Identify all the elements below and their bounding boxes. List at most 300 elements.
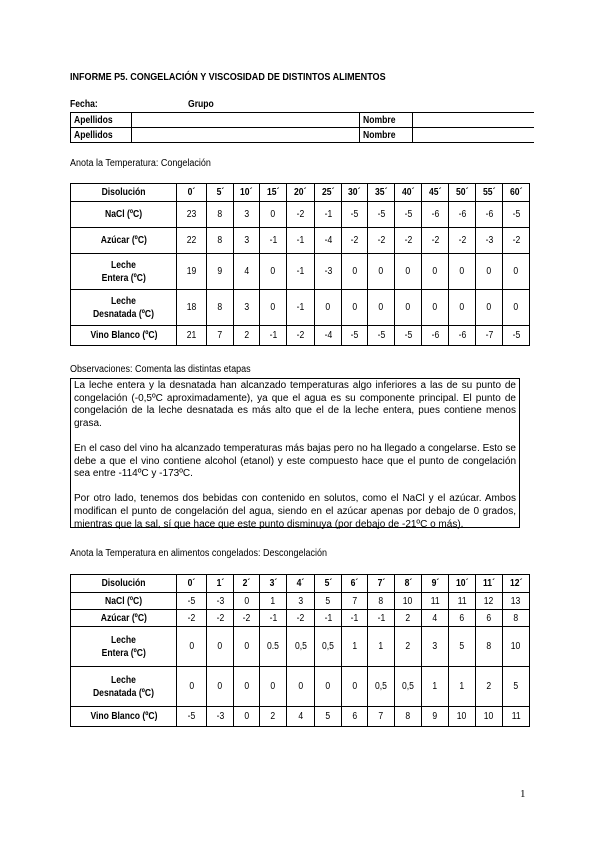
cell-value: -1 <box>296 302 305 313</box>
table-cell <box>367 202 394 228</box>
cell-value: -5 <box>377 209 385 220</box>
cell-value: -6 <box>431 330 439 341</box>
header-label: 1´ <box>216 578 224 589</box>
cell-value: -2 <box>350 235 359 246</box>
cell-value: -2 <box>187 612 196 624</box>
cell-value: -1 <box>324 612 332 624</box>
table-cell <box>207 326 234 346</box>
cell-value: -2 <box>458 235 466 246</box>
cell-value: -2 <box>377 235 385 246</box>
table-cell <box>315 610 342 627</box>
cell-value: 13 <box>511 595 521 607</box>
table-cell <box>259 326 286 346</box>
header-label: 0´ <box>187 187 196 198</box>
cell-value: 7 <box>217 330 223 341</box>
row-label-text: NaCl (ºC) <box>104 209 142 220</box>
table-cell <box>475 202 502 228</box>
table-cell <box>367 627 394 667</box>
cell-value: 0 <box>244 641 249 652</box>
row-label <box>71 290 177 326</box>
table-cell <box>259 202 286 228</box>
cell-value: 5 <box>325 711 331 722</box>
header-label: Disolución <box>101 187 146 198</box>
header-label: 5´ <box>324 578 332 589</box>
cell-value: 0 <box>513 266 519 277</box>
table-cell <box>259 627 286 667</box>
table-cell <box>502 202 529 228</box>
header-disolucion <box>71 575 177 593</box>
row-label <box>71 202 177 228</box>
row-label-text: Desnatada (ºC) <box>92 308 154 320</box>
table-cell <box>475 610 502 627</box>
id-row <box>71 113 535 128</box>
table-row <box>71 610 530 627</box>
cell-value: 3 <box>432 641 438 652</box>
cell-value: 2 <box>270 711 276 722</box>
cell-value: 0 <box>432 266 438 277</box>
table-cell <box>207 228 234 254</box>
header-disolucion <box>71 184 177 202</box>
table-cell <box>207 254 234 290</box>
cell-value: -5 <box>512 209 520 220</box>
table-cell <box>394 254 421 290</box>
observacion-paragraph: La leche entera y la desnatada han alcanzado temperaturas algo inferiores a las de su punto de congelación (-0,5ºC aproximadamente), ya que el agua es su componente principal. El punto de congelación de la leche desnatada es más alto que el de la leche entera, pues contiene menos grasa. <box>74 380 516 429</box>
header-label: 10´ <box>240 187 253 198</box>
table-cell <box>342 254 368 290</box>
table-cell <box>475 228 502 254</box>
cell-value: -1 <box>296 266 305 277</box>
table-cell <box>448 290 475 326</box>
table-row <box>71 593 530 610</box>
table-cell <box>176 667 206 707</box>
cell-value: 0 <box>378 266 384 277</box>
row-label-text: Leche <box>111 259 136 271</box>
cell-value: 0,5 <box>401 681 414 692</box>
table-cell <box>502 254 529 290</box>
table-cell <box>367 228 394 254</box>
table-cell <box>394 627 421 667</box>
header-label: 60´ <box>509 187 523 198</box>
cell-value: 0 <box>459 266 465 277</box>
cell-value: -1 <box>296 235 305 246</box>
cell-value: 8 <box>217 209 223 220</box>
cell-value: -1 <box>377 612 385 624</box>
table-cell <box>342 290 368 326</box>
cell-value: 12 <box>484 595 494 607</box>
table-cell <box>448 610 475 627</box>
cell-value: 0 <box>270 681 276 692</box>
cell-value: -6 <box>431 209 439 220</box>
observacion-paragraph: En el caso del vino ha alcanzado temperaturas más bajas pero no ha llegado a congelarse. Esto se debe a que el vino contiene alcohol (etanol) y este compuesto hace que el punto de congelación sea entre -114ºC y -173ºC. <box>74 442 516 480</box>
header-label: 11´ <box>482 578 495 589</box>
cell-value: 2 <box>486 681 492 692</box>
cell-value: 11 <box>511 711 521 722</box>
cell-value: 11 <box>430 595 440 607</box>
table-cell <box>394 593 421 610</box>
row-label <box>71 593 177 610</box>
header-time <box>286 575 314 593</box>
cell-value: -5 <box>187 711 196 722</box>
table-cell <box>475 254 502 290</box>
nombre-label: Nombre <box>363 129 396 141</box>
table-cell <box>259 290 286 326</box>
row-label <box>71 610 177 627</box>
row-label-text: Entera (ºC) <box>101 272 146 284</box>
cell-value: -1 <box>269 330 277 341</box>
table-cell <box>234 593 260 610</box>
cell-value: 0 <box>352 302 357 313</box>
table-cell <box>421 667 448 707</box>
cell-value: 6 <box>352 711 357 722</box>
header-label: 3´ <box>269 578 277 589</box>
cell-value: -6 <box>458 209 466 220</box>
cell-value: 7 <box>352 595 357 607</box>
table-cell <box>502 326 529 346</box>
row-label-text: Leche <box>111 674 136 686</box>
cell-value: 1 <box>378 641 384 652</box>
table-cell <box>315 228 342 254</box>
cell-value: 4 <box>244 266 249 277</box>
header-time <box>259 575 286 593</box>
table-cell <box>259 254 286 290</box>
row-label-text: Vino Blanco (ºC) <box>89 711 157 722</box>
header-time <box>394 575 421 593</box>
header-label: 8´ <box>404 578 412 589</box>
cell-value: 0 <box>405 302 411 313</box>
table-cell <box>286 290 314 326</box>
cell-value: 0 <box>513 302 519 313</box>
id-row <box>71 128 535 143</box>
cell-value: -3 <box>216 595 224 607</box>
table-cell <box>448 667 475 707</box>
table-cell <box>342 326 368 346</box>
descongelacion-heading: Anota la Temperatura en alimentos congelados: Descongelación <box>70 548 328 559</box>
table-cell <box>502 667 529 707</box>
cell-value: -2 <box>296 330 305 341</box>
grupo-label: Grupo <box>188 99 214 110</box>
header-time <box>176 575 206 593</box>
table-cell <box>475 627 502 667</box>
cell-value: 3 <box>298 595 303 607</box>
cell-value: 8 <box>217 235 223 246</box>
header-label: 50´ <box>455 187 469 198</box>
table-cell <box>207 202 234 228</box>
table-cell <box>367 667 394 707</box>
cell-value: 10 <box>457 711 467 722</box>
table-cell <box>315 326 342 346</box>
cell-value: 5 <box>513 681 519 692</box>
table-cell <box>342 202 368 228</box>
table-row <box>71 290 530 326</box>
cell-value: 2 <box>405 612 411 624</box>
page-number: 1 <box>520 788 526 800</box>
cell-value: 8 <box>405 711 411 722</box>
row-label-text: NaCl (ºC) <box>104 595 142 607</box>
table-cell <box>394 610 421 627</box>
cell-value: 6 <box>486 612 492 624</box>
header-time <box>421 575 448 593</box>
nombre-label: Nombre <box>363 114 396 126</box>
cell-value: 8 <box>486 641 492 652</box>
cell-value: -6 <box>458 330 466 341</box>
table-cell <box>259 593 286 610</box>
header-time <box>502 575 529 593</box>
cell-value: 3 <box>244 209 249 220</box>
cell-value: 10 <box>511 641 521 652</box>
cell-value: 8 <box>217 302 223 313</box>
table-cell <box>234 326 260 346</box>
cell-value: 21 <box>186 330 197 341</box>
header-time <box>367 575 394 593</box>
table-row <box>71 707 530 727</box>
row-label <box>71 667 177 707</box>
cell-value: 0 <box>405 266 411 277</box>
cell-value: 1 <box>270 595 276 607</box>
table-cell <box>176 228 206 254</box>
congelacion-heading: Anota la Temperatura: Congelación <box>70 158 211 169</box>
table-cell <box>342 627 368 667</box>
cell-value: 0 <box>244 711 249 722</box>
table-row <box>71 326 530 346</box>
header-time <box>475 184 502 202</box>
header-time <box>286 184 314 202</box>
header-label: 10´ <box>455 578 469 589</box>
cell-value: -5 <box>350 209 359 220</box>
table-cell <box>475 707 502 727</box>
header-label: 5´ <box>216 187 224 198</box>
apellidos-label: Apellidos <box>74 129 113 141</box>
header-label: 20´ <box>294 187 307 198</box>
cell-value: 0 <box>217 641 223 652</box>
cell-value: 0 <box>352 266 357 277</box>
table-cell <box>286 228 314 254</box>
descongelacion-table <box>70 574 530 727</box>
cell-value: 7 <box>378 711 384 722</box>
table-cell <box>421 228 448 254</box>
cell-value: -1 <box>269 235 277 246</box>
header-time <box>207 184 234 202</box>
table-cell <box>448 707 475 727</box>
cell-value: -7 <box>485 330 493 341</box>
header-label: 12´ <box>509 578 523 589</box>
row-label <box>71 326 177 346</box>
cell-value: 0 <box>270 266 276 277</box>
table-cell <box>286 610 314 627</box>
cell-value: -2 <box>404 235 412 246</box>
table-row <box>71 228 530 254</box>
header-time <box>448 575 475 593</box>
table-cell <box>315 254 342 290</box>
cell-value: 4 <box>432 612 438 624</box>
cell-value: 0 <box>244 595 249 607</box>
table-cell <box>342 610 368 627</box>
apellidos-field <box>132 113 360 128</box>
table-row <box>71 667 530 707</box>
cell-value: 0,5 <box>294 641 307 652</box>
row-label-text: Leche <box>111 634 136 646</box>
cell-value: 1 <box>352 641 357 652</box>
table-cell <box>176 290 206 326</box>
cell-value: 1 <box>459 681 465 692</box>
header-label: 9´ <box>431 578 439 589</box>
row-label-text: Entera (ºC) <box>101 647 146 659</box>
row-label-text: Leche <box>111 295 136 307</box>
header-label: 30´ <box>348 187 361 198</box>
cell-value: 0 <box>378 302 384 313</box>
table-cell <box>207 593 234 610</box>
table-cell <box>342 228 368 254</box>
student-id-table <box>70 112 534 143</box>
table-header-row <box>71 575 530 593</box>
table-cell <box>234 290 260 326</box>
table-cell <box>259 228 286 254</box>
header-label: 4´ <box>296 578 305 589</box>
cell-value: 0 <box>189 641 194 652</box>
row-label <box>71 254 177 290</box>
row-label <box>71 707 177 727</box>
table-cell <box>234 228 260 254</box>
table-cell <box>421 326 448 346</box>
table-cell <box>207 290 234 326</box>
table-cell <box>394 228 421 254</box>
table-cell <box>176 202 206 228</box>
table-cell <box>448 593 475 610</box>
cell-value: 0 <box>352 681 357 692</box>
cell-value: 0 <box>486 302 492 313</box>
table-cell <box>367 290 394 326</box>
cell-value: -2 <box>296 209 305 220</box>
table-cell <box>502 610 529 627</box>
header-time <box>367 184 394 202</box>
cell-value: 8 <box>378 595 384 607</box>
table-cell <box>394 707 421 727</box>
apellidos-label: Apellidos <box>74 114 113 126</box>
table-cell <box>234 667 260 707</box>
cell-value: 9 <box>217 266 223 277</box>
header-label: 7´ <box>377 578 385 589</box>
cell-value: -5 <box>377 330 385 341</box>
table-cell <box>475 593 502 610</box>
table-cell <box>176 627 206 667</box>
cell-value: -2 <box>242 612 251 624</box>
row-label <box>71 627 177 667</box>
cell-value: 3 <box>244 302 249 313</box>
cell-value: -5 <box>187 595 196 607</box>
nombre-field <box>413 128 535 143</box>
table-cell <box>342 667 368 707</box>
cell-value: 0 <box>270 209 276 220</box>
cell-value: 0 <box>270 302 276 313</box>
fecha-label: Fecha: <box>70 99 98 110</box>
cell-value: 0,5 <box>322 641 334 652</box>
table-cell <box>176 610 206 627</box>
cell-value: 3 <box>244 235 249 246</box>
table-cell <box>286 593 314 610</box>
cell-value: -2 <box>431 235 439 246</box>
table-cell <box>475 290 502 326</box>
table-cell <box>394 290 421 326</box>
cell-value: 2 <box>244 330 249 341</box>
cell-value: 10 <box>403 595 413 607</box>
header-time <box>176 184 206 202</box>
cell-value: -6 <box>485 209 493 220</box>
observaciones-box <box>70 378 520 528</box>
table-cell <box>286 326 314 346</box>
table-cell <box>421 254 448 290</box>
table-cell <box>259 667 286 707</box>
cell-value: 0 <box>459 302 465 313</box>
table-cell <box>394 667 421 707</box>
cell-value: -2 <box>216 612 224 624</box>
cell-value: -3 <box>485 235 493 246</box>
table-cell <box>286 254 314 290</box>
cell-value: 0 <box>298 681 303 692</box>
cell-value: -2 <box>296 612 305 624</box>
table-cell <box>176 254 206 290</box>
cell-value: 1 <box>432 681 438 692</box>
table-cell <box>475 667 502 707</box>
observaciones-heading: Observaciones: Comenta las distintas etapas <box>70 364 251 375</box>
cell-value: -4 <box>324 235 332 246</box>
cell-value: 0 <box>217 681 223 692</box>
header-time <box>234 575 260 593</box>
header-label: 15´ <box>266 187 280 198</box>
table-cell <box>502 707 529 727</box>
cell-value: 11 <box>457 595 467 607</box>
header-label: Disolución <box>101 578 146 589</box>
cell-value: 22 <box>186 235 197 246</box>
cell-value: 0 <box>432 302 438 313</box>
cell-value: 0 <box>244 681 249 692</box>
table-cell <box>234 610 260 627</box>
header-time <box>315 575 342 593</box>
header-label: 45´ <box>428 187 442 198</box>
header-label: 0´ <box>187 578 196 589</box>
table-cell <box>315 627 342 667</box>
cell-value: 10 <box>484 711 494 722</box>
table-cell <box>207 707 234 727</box>
table-cell <box>421 593 448 610</box>
table-cell <box>502 627 529 667</box>
cell-value: -5 <box>350 330 359 341</box>
table-cell <box>367 593 394 610</box>
table-cell <box>448 254 475 290</box>
cell-value: 5 <box>459 641 465 652</box>
header-label: 35´ <box>374 187 388 198</box>
header-time <box>207 575 234 593</box>
cell-value: -3 <box>216 711 224 722</box>
cell-value: -2 <box>512 235 520 246</box>
table-cell <box>421 627 448 667</box>
table-cell <box>448 228 475 254</box>
cell-value: 2 <box>405 641 411 652</box>
row-label <box>71 228 177 254</box>
table-cell <box>259 707 286 727</box>
table-cell <box>234 627 260 667</box>
table-cell <box>286 202 314 228</box>
congelacion-table <box>70 183 530 346</box>
cell-value: -4 <box>324 330 332 341</box>
cell-value: 18 <box>186 302 197 313</box>
header-time <box>421 184 448 202</box>
row-label-text: Desnatada (ºC) <box>92 687 154 699</box>
cell-value: 0 <box>189 681 194 692</box>
table-cell <box>234 254 260 290</box>
cell-value: 6 <box>459 612 465 624</box>
cell-value: 0 <box>325 681 331 692</box>
cell-value: -5 <box>404 209 412 220</box>
cell-value: 0 <box>325 302 331 313</box>
